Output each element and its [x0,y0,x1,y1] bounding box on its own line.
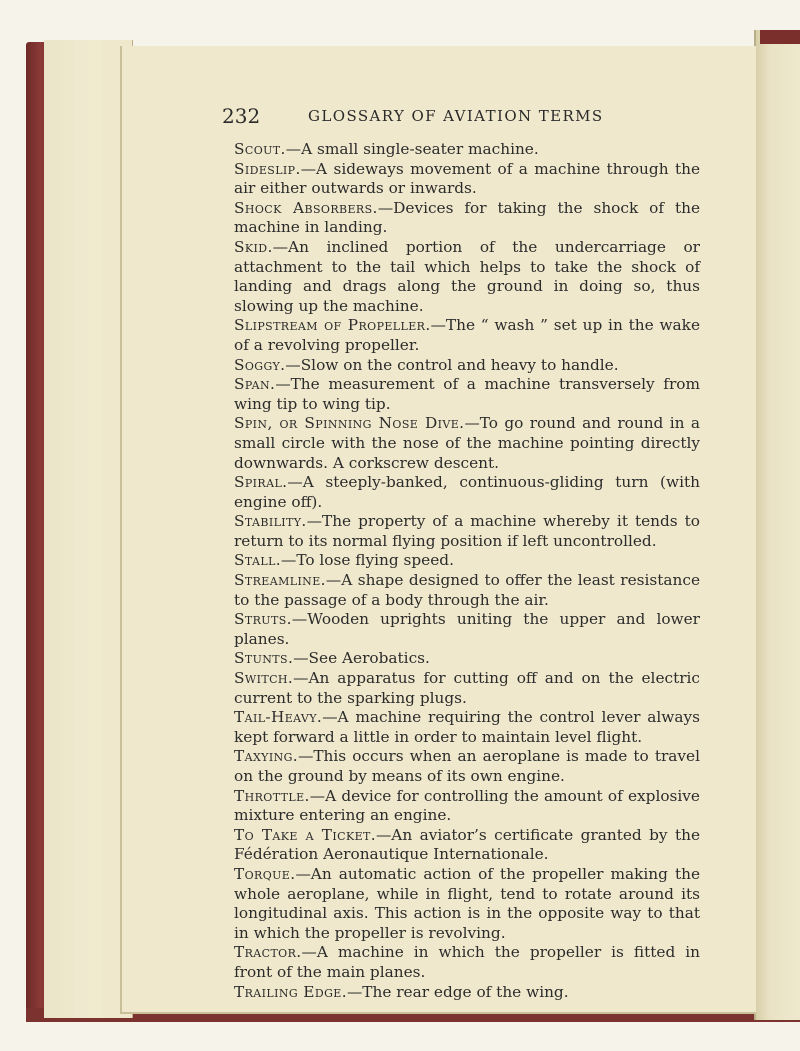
entry-term: Span. [234,375,276,394]
glossary-entry [234,571,700,610]
entry-definition: —To go round and round in a small circle with the nose of the machine pointing directly downwards. A corkscrew descent. [234,414,700,472]
book-page [120,46,756,1014]
entry-term: Tail-Heavy. [234,708,323,727]
entry-definition: —An automatic action of the propeller making the whole aeroplane, while in flight, tend to rotate around its longitudinal axis. This action is in the opposite way to that in which the propeller is revolving. [234,864,700,942]
entry-term: Stability. [234,512,307,531]
running-head: GLOSSARY OF AVIATION TERMS [308,107,604,125]
entry-term: Streamline. [234,571,326,590]
entry-definition: —A machine in which the propeller is fitted in front of the main planes. [234,943,700,981]
glossary-entry [234,414,700,473]
entry-definition: —A small single-seater machine. [285,140,539,158]
entry-definition: —This occurs when an aeroplane is made to travel on the ground by means of its own engine. [234,747,700,785]
entry-term: Stall. [234,551,282,570]
glossary-entry [234,943,700,982]
glossary-entry [234,708,700,747]
page-number: 232 [222,104,261,128]
glossary-entries [234,140,700,1002]
glossary-entry [234,747,700,786]
entry-term: Spin, or Spinning Nose Dive. [234,414,465,433]
entry-term: Spiral. [234,473,288,492]
entry-term: Slipstream of Propeller. [234,316,431,335]
glossary-entry [234,512,700,551]
glossary-entry [234,375,700,414]
entry-definition: —An aviator’s certificate granted by the Fédération Aeronautique Internationale. [234,825,701,864]
glossary-entry [234,199,700,238]
entry-term: Tractor. [234,943,302,962]
glossary-entry [234,826,700,865]
entry-term: Throttle. [234,786,310,805]
entry-definition: —An apparatus for cutting off and on the electric current to the sparking plugs. [234,669,700,707]
entry-definition: —A sideways movement of a machine through the air either outwards or inwards. [234,159,700,198]
entry-definition: —See Aerobatics. [293,649,430,668]
glossary-entry [234,316,700,355]
glossary-entry [234,787,700,826]
entry-term: Switch. [234,669,294,688]
glossary-entry [234,356,700,376]
glossary-entry [234,610,700,649]
entry-definition: —Wooden uprights uniting the upper and lower planes. [234,610,700,648]
entry-term: Struts. [234,610,292,629]
entry-definition: —A device for controlling the amount of explosive mixture entering an engine. [234,786,700,825]
entry-term: Torque. [234,864,296,883]
entry-term: Soggy. [234,355,286,374]
entry-term: Sideslip. [234,159,301,178]
entry-definition: —Slow on the control and heavy to handle. [285,355,619,374]
entry-definition: —Devices for taking the shock of the machine in landing. [234,198,701,237]
glossary-entry [234,551,700,571]
entry-definition: —A steeply-banked, continuous-gliding turn (with engine off). [234,473,700,511]
entry-definition: —The measurement of a machine transversely from wing tip to wing tip. [234,375,700,413]
glossary-entry [234,649,700,669]
glossary-entry [234,140,700,160]
glossary-entry [234,669,700,708]
facing-page-edge [754,30,800,1020]
glossary-entry [234,983,700,1003]
entry-term: Shock Absorbers. [234,198,378,217]
glossary-entry [234,160,700,199]
glossary-entry [234,473,700,512]
entry-definition: —A shape designed to offer the least resistance to the passage of a body through the air. [234,571,700,609]
entry-definition: —The rear edge of the wing. [346,982,569,1001]
entry-term: Scout. [234,140,286,158]
entry-definition: —The “ wash ” set up in the wake of a revolving propeller. [234,316,700,354]
entry-term: Skid. [234,237,273,256]
entry-definition: —A machine requiring the control lever always kept forward a little in order to maintain level flight. [234,708,700,746]
entry-term: Stunts. [234,649,294,668]
book-cover-top-right [760,30,800,44]
entry-term: Trailing Edge. [234,982,347,1001]
glossary-entry [234,865,700,943]
entry-definition: —To lose flying speed. [281,551,454,570]
entry-term: Taxying. [234,747,299,766]
entry-definition: —The property of a machine whereby it tends to return to its normal flying position if left uncontrolled. [234,512,700,550]
entry-term: To Take a Ticket. [234,825,376,844]
page-header [222,104,702,132]
entry-definition: —An inclined portion of the undercarriage or attachment to the tail which helps to take the shock of landing and drags along the ground in doing so, thus slowing up the machine. [234,237,700,315]
glossary-entry [234,238,700,316]
